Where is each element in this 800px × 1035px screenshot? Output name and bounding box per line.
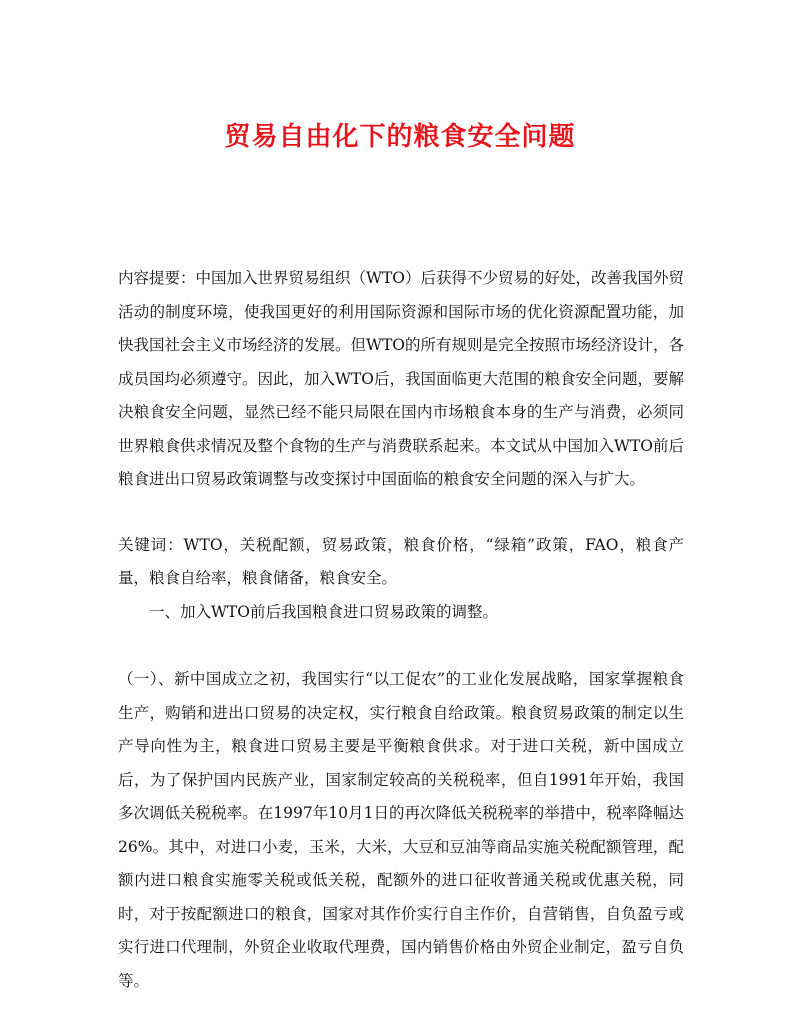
spacer xyxy=(118,497,684,529)
section-heading: 一、加入WTO前后我国粮食进口贸易政策的调整。 xyxy=(149,602,498,621)
spacer xyxy=(118,629,684,663)
document-body xyxy=(118,262,684,998)
document-title: 贸易自由化下的粮食安全问题 xyxy=(224,122,576,153)
keywords-paragraph: 关键词：WTO，关税配额，贸易政策，粮食价格，“绿箱”政策，FAO，粮食产量，粮食自给率，粮食储备，粮食安全。 xyxy=(118,535,684,587)
abstract-paragraph: 内容提要：中国加入世界贸易组织（WTO）后获得不少贸易的好处，改善我国外贸活动的制度环境，使我国更好的利用国际资源和国际市场的优化资源配置功能，加快我国社会主义市场经济的发展。但WTO的所有规则是完全按照市场经济设计，各成员国均必须遵守。因此，加入WTO后，我国面临更大范围的粮食安全问题，要解决粮食安全问题，显然已经不能只局限在国内市场粮食本身的生产与消费，必须同世界粮食供求情况及整个食物的生产与消费联系起来。本文试从中国加入WTO前后粮食进出口贸易政策调整与改变探讨中国面临的粮食安全问题的深入与扩大。 xyxy=(118,269,684,488)
section-paragraph: （一）、新中国成立之初，我国实行“以工促农”的工业化发展战略，国家掌握粮食生产，购销和进出口贸易的决定权，实行粮食自给政策。粮食贸易政策的制定以生产导向性为主，粮食进口贸易主要是平衡粮食供求。对于进口关税，新中国成立后，为了保护国内民族产业，国家制定较高的关税税率，但自1991年开始，我国多次调低关税税率。在1997年10月1日的再次降低关税税率的举措中，税率降幅达26%。其中，对进口小麦，玉米，大米，大豆和豆油等商品实施关税配额管理，配额内进口粮食实施零关税或低关税，配额外的进口征收普通关税或优惠关税，同时，对于按配额进口的粮食，国家对其作价实行自主作价，自营销售，自负盈亏或实行进口代理制，外贸企业收取代理费，国内销售价格由外贸企业制定，盈亏自负等。 xyxy=(118,670,684,990)
